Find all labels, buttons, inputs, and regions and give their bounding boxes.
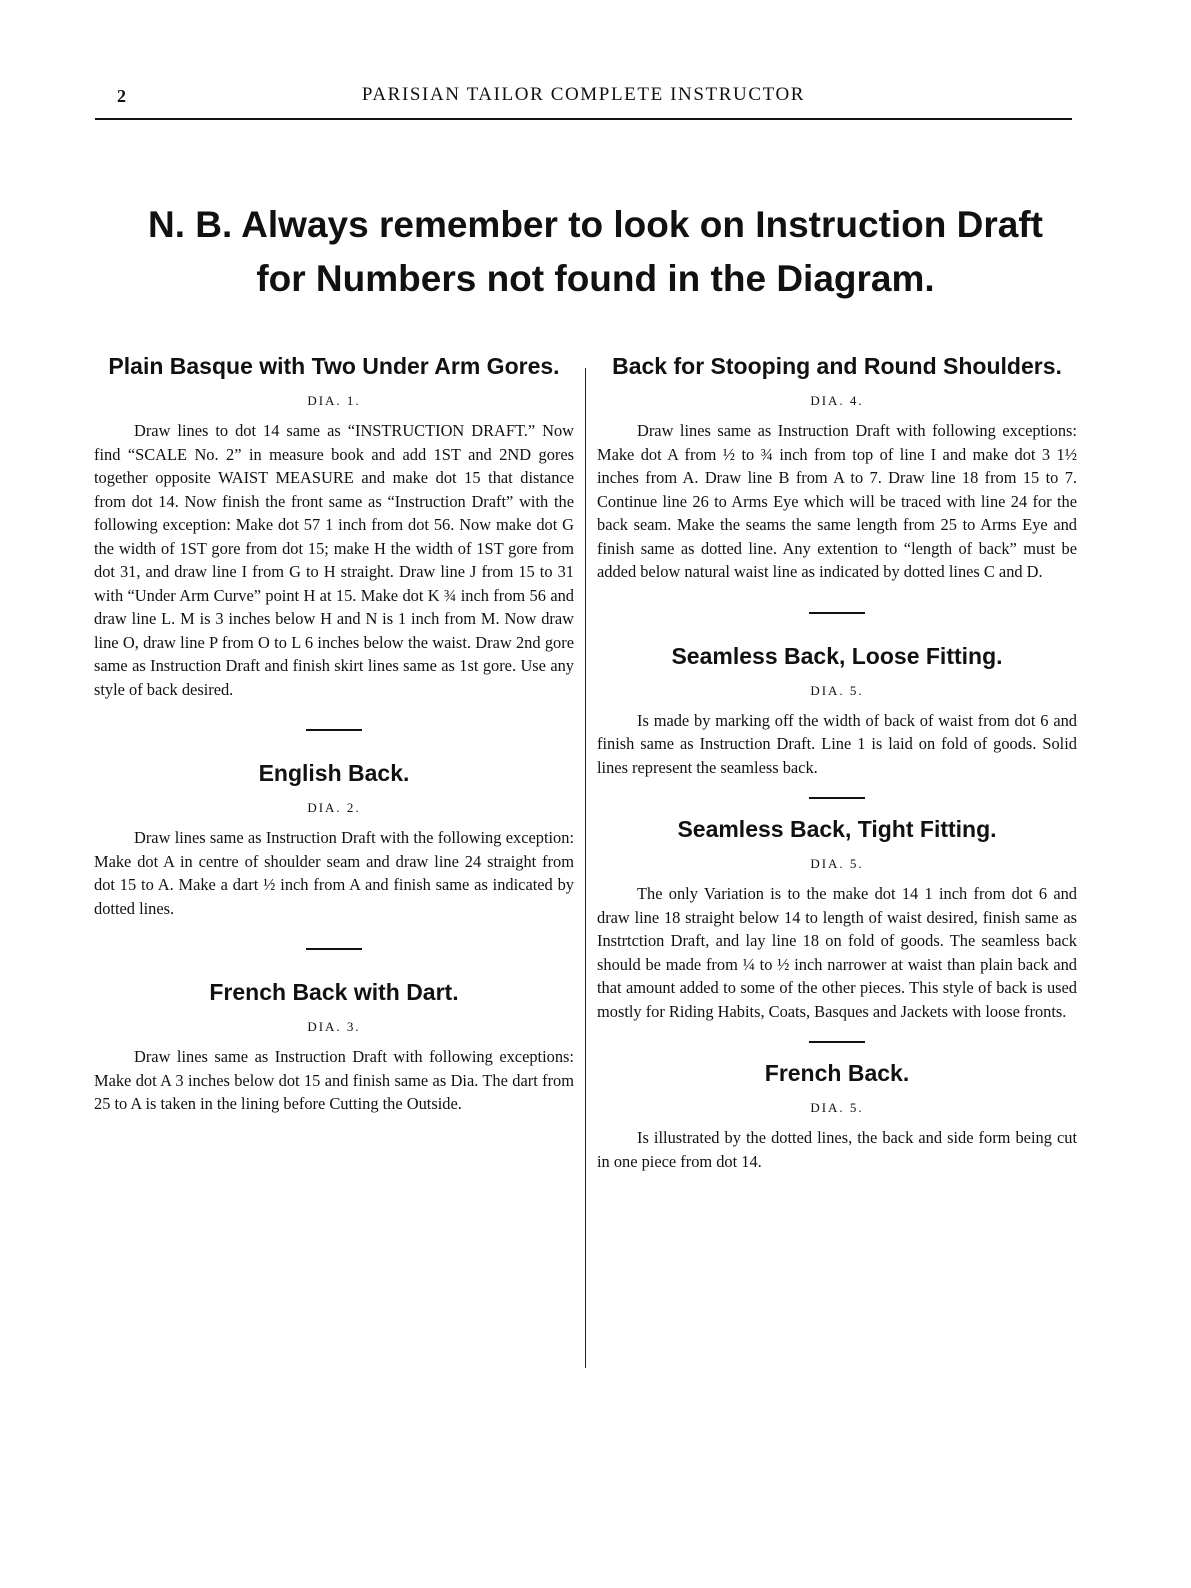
section-title: Plain Basque with Two Under Arm Gores. [108,353,560,379]
left-column [94,352,574,1116]
section-rule [306,948,362,950]
page-header [95,84,1072,114]
section-title: Seamless Back, Tight Fitting. [677,816,997,842]
section-text: Is made by marking off the width of back of waist from dot 6 and finish same as Instruction Draft. Line 1 is laid on fold of goods. Solid lines represent the seamless back. [597,710,1077,777]
diagram-label: DIA. 3. [307,1019,361,1034]
section-rule [809,1041,865,1043]
right-column [597,352,1077,1173]
notice-line-1: N. B. Always remember to look on Instruction Draft [148,204,1043,245]
diagram-label: DIA. 2. [307,800,361,815]
section-text: Draw lines same as Instruction Draft with following exceptions: Make dot A from ½ to ¾ inch from top of line I and make dot 3 1½ inches from A. Draw line B from A to 7. Draw line 18 from 15 to 7. Continue line 26 to Arms Eye which will be traced with line 24 for the back seam. Make the seams the same length from 25 to Arms Eye and finish same as dotted line. Any extention to “length of back” must be added below natural waist line as indicated by dotted lines C and D. [597,421,1077,581]
diagram-label: DIA. 5. [810,682,864,698]
section-title: French Back with Dart. [209,979,459,1005]
section-rule [306,729,362,731]
header-rule [95,118,1072,120]
section-rule [809,612,865,614]
section-rule [809,797,865,799]
section-plain-basque [94,352,574,701]
section-title: Seamless Back, Loose Fitting. [671,642,1003,669]
page-number: 2 [117,86,126,106]
diagram-label: DIA. 5. [810,1100,864,1115]
notice-line-2: for Numbers not found in the Diagram. [256,258,935,299]
section-text: Is illustrated by the dotted lines, the back and side form being cut in one piece from dot 14. [597,1128,1077,1171]
diagram-label: DIA. 5. [810,856,864,871]
section-english-back [94,759,574,920]
section-seamless-tight [597,815,1077,1023]
section-stooping-back [597,352,1077,584]
notice-heading [60,198,1131,306]
section-title: Back for Stooping and Round Shoulders. [612,353,1062,379]
diagram-label: DIA. 1. [307,393,361,408]
column-divider [585,368,586,1368]
section-text: Draw lines to dot 14 same as “INSTRUCTION DRAFT.” Now find “SCALE No. 2” in measure book and add 1ST and 2ND gores together opposite WAIST MEASURE and make dot 15 that distance from dot 14. Now finish the front same as “Instruction Draft” with the following exception: Make dot 57 1 inch from dot 56. Now make dot G the width of 1ST gore from dot 15; make H the width of 1ST gore from dot 31, and draw line I from G to H straight. Draw line J from 15 to 31 with “Under Arm Curve” point H at 15. Make dot K ¾ inch from 56 and draw line L. M is 3 inches below H and N is 1 inch from M. Now draw line O, draw line P from O to L 6 inches below the waist. Draw 2nd gore same as Instruction Draft and finish skirt lines same as 1st gore. Use any style of back desired. [94,421,574,699]
section-text: Draw lines same as Instruction Draft with following exceptions: Make dot A 3 inches below dot 15 and finish same as Dia. The dart from 25 to A is taken in the lining before Cutting the Outside. [94,1047,574,1113]
diagram-label: DIA. 4. [810,393,864,408]
section-french-back-dart [94,978,574,1116]
section-french-back [597,1059,1077,1173]
section-seamless-loose [597,642,1077,780]
section-title: English Back. [258,760,410,786]
section-text: The only Variation is to the make dot 14 1 inch from dot 6 and draw line 18 straight below 14 to length of waist desired, finish same as Instrtction Draft, and lay line 18 on fold of goods. The seamless back should be made from ¼ to ½ inch narrower at waist than plain back and that amount added to some of the other pieces. This style of back is used mostly for Riding Habits, Coats, Basques and Jackets with loose fronts. [597,884,1077,1021]
section-text: Draw lines same as Instruction Draft with the following exception: Make dot A in centre of shoulder seam and draw line 24 straight from dot 15 to A. Make a dart ½ inch from A and finish same as indicated by dotted lines. [94,828,574,918]
running-title: PARISIAN TAILOR COMPLETE INSTRUCTOR [361,84,806,105]
section-title: French Back. [764,1060,910,1086]
